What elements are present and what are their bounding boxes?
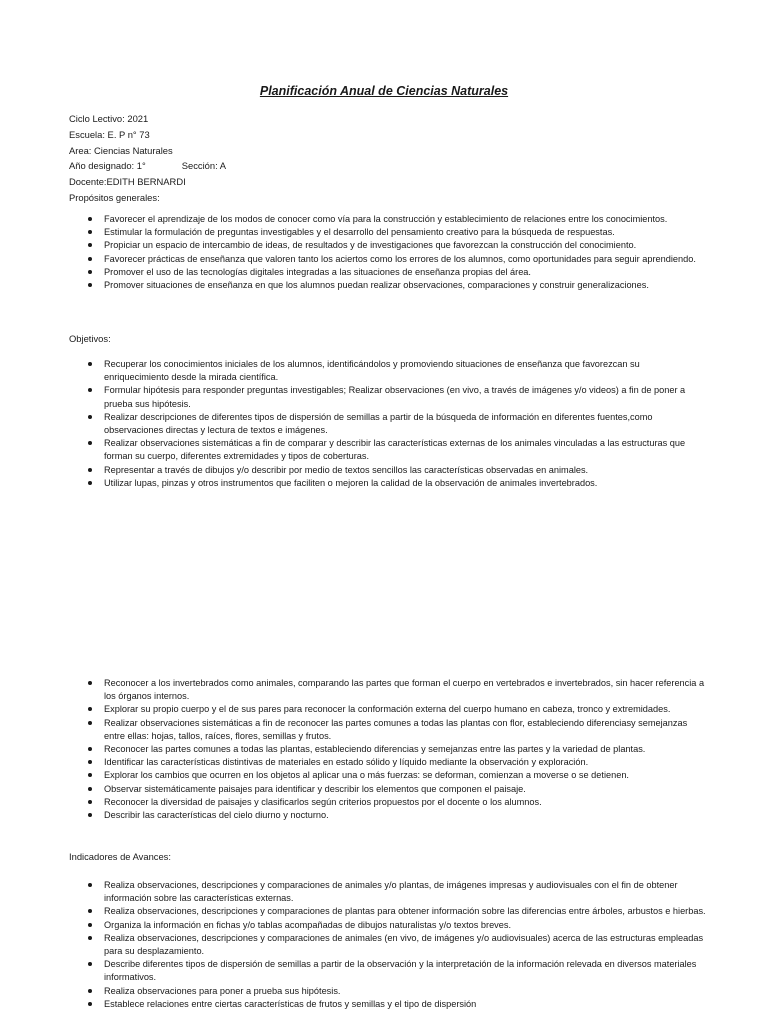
page-title: Planificación Anual de Ciencias Naturales — [259, 84, 509, 98]
list-item: Identificar las características distintivas de materiales en estado sólido y líquido mediante la observación y exploración. — [87, 756, 707, 769]
indicadores-heading: Indicadores de Avances: — [69, 851, 171, 862]
list-item: Realizar descripciones de diferentes tipos de dispersión de semillas a partir de la búsqueda de información en diferentes fuentes,como observaciones directas y lectura de textos e imágenes. — [87, 411, 707, 437]
anio-seccion-row — [69, 158, 226, 174]
propositos-heading: Propósitos generales: — [69, 191, 160, 203]
list-item: Reconocer la diversidad de paisajes y clasificarlos según criterios propuestos por el docente o los alumnos. — [87, 796, 707, 809]
list-item: Favorecer prácticas de enseñanza que valoren tanto los aciertos como los errores de los alumnos, como oportunidades para seguir aprendiendo. — [87, 253, 707, 266]
list-item: Observar sistemáticamente paisajes para identificar y describir los elementos que componen el paisaje. — [87, 783, 707, 796]
list-item: Promover situaciones de enseñanza en que los alumnos puedan realizar observaciones, comparaciones y construir generalizaciones. — [87, 279, 707, 292]
objetivos-heading: Objetivos: — [69, 333, 111, 344]
list-item: Recuperar los conocimientos iniciales de los alumnos, identificándolos y promoviendo situaciones de enseñanza que favorezcan su enriquecimiento desde la mirada científica. — [87, 358, 707, 384]
list-item: Realizar observaciones sistemáticas a fin de comparar y describir las características externas de los animales vinculadas a las estructuras que forman su cuerpo, diferentes extremidades y tipos de coberturas. — [87, 437, 707, 463]
list-item: Favorecer el aprendizaje de los modos de conocer como vía para la construcción y establecimiento de relaciones entre los conocimientos. — [87, 213, 707, 226]
list-item: Organiza la información en fichas y/o tablas acompañadas de dibujos naturalistas y/o textos breves. — [87, 919, 707, 932]
docente: Docente:EDITH BERNARDI — [69, 176, 186, 188]
list-item: Promover el uso de las tecnologías digitales integradas a las situaciones de enseñanza propias del área. — [87, 266, 707, 279]
escuela: Escuela: E. P n° 73 — [69, 128, 150, 140]
list-item: Realiza observaciones, descripciones y comparaciones de animales y/o plantas, de imágenes impresas y audiovisuales con el fin de obtener información sobre las características externas. — [87, 879, 707, 905]
anio-designado: Año designado: 1° — [69, 160, 146, 172]
seccion: Sección: A — [181, 160, 227, 172]
list-item: Estimular la formulación de preguntas investigables y el desarrollo del pensamiento creativo para la búsqueda de respuestas. — [87, 226, 707, 239]
ciclo-lectivo: Ciclo Lectivo: 2021 — [69, 113, 149, 124]
propositos-list — [87, 213, 707, 292]
list-item: Realiza observaciones, descripciones y comparaciones de animales (en vivo, de imágenes y/o audiovisuales) acerca de las estructuras empleadas para su desplazamiento. — [87, 932, 707, 958]
list-item: Representar a través de dibujos y/o describir por medio de textos sencillos las características observadas en animales. — [87, 464, 707, 477]
list-item: Explorar su propio cuerpo y el de sus pares para reconocer la conformación externa del cuerpo humano en cabeza, tronco y extremidades. — [87, 703, 707, 716]
list-item: Describir las características del cielo diurno y nocturno. — [87, 809, 707, 822]
list-item: Realiza observaciones, descripciones y comparaciones de plantas para obtener información sobre las diferencias entre árboles, arbustos e hierbas. — [87, 905, 707, 918]
list-item: Reconocer a los invertebrados como animales, comparando las partes que forman el cuerpo en vertebrados e invertebrados, sin hacer referencia a los órganos internos. — [87, 677, 707, 703]
list-item: Establece relaciones entre ciertas características de frutos y semillas y el tipo de dispersión — [87, 998, 707, 1011]
objetivos-list — [87, 358, 707, 490]
objetivos-list-continued — [87, 677, 707, 822]
list-item: Explorar los cambios que ocurren en los objetos al aplicar una o más fuerzas: se deforman, comienzan a moverse o se detienen. — [87, 769, 707, 782]
list-item: Utilizar lupas, pinzas y otros instrumentos que faciliten o mejoren la calidad de la observación de animales invertebrados. — [87, 477, 707, 490]
list-item: Realizar observaciones sistemáticas a fin de reconocer las partes comunes a todas las plantas con flor, estableciendo diferenciasy semejanzas entre ellas: hojas, tallos, raíces, flores, semillas y frutos. — [87, 717, 707, 743]
list-item: Reconocer las partes comunes a todas las plantas, estableciendo diferencias y semejanzas entre las partes y la variedad de plantas. — [87, 743, 707, 756]
indicadores-list — [87, 879, 707, 1011]
list-item: Formular hipótesis para responder preguntas investigables; Realizar observaciones (en vivo, a través de imágenes y/o videos) a fin de poner a prueba sus hipótesis. — [87, 384, 707, 410]
area: Area: Ciencias Naturales — [69, 144, 173, 156]
list-item: Describe diferentes tipos de dispersión de semillas a partir de la observación y la interpretación de la información relevada en diversos materiales informativos. — [87, 958, 707, 984]
list-item: Propiciar un espacio de intercambio de ideas, de resultados y de investigaciones que favorezcan la construcción del conocimiento. — [87, 239, 707, 252]
header-info — [69, 111, 226, 206]
list-item: Realiza observaciones para poner a prueba sus hipótesis. — [87, 985, 707, 998]
